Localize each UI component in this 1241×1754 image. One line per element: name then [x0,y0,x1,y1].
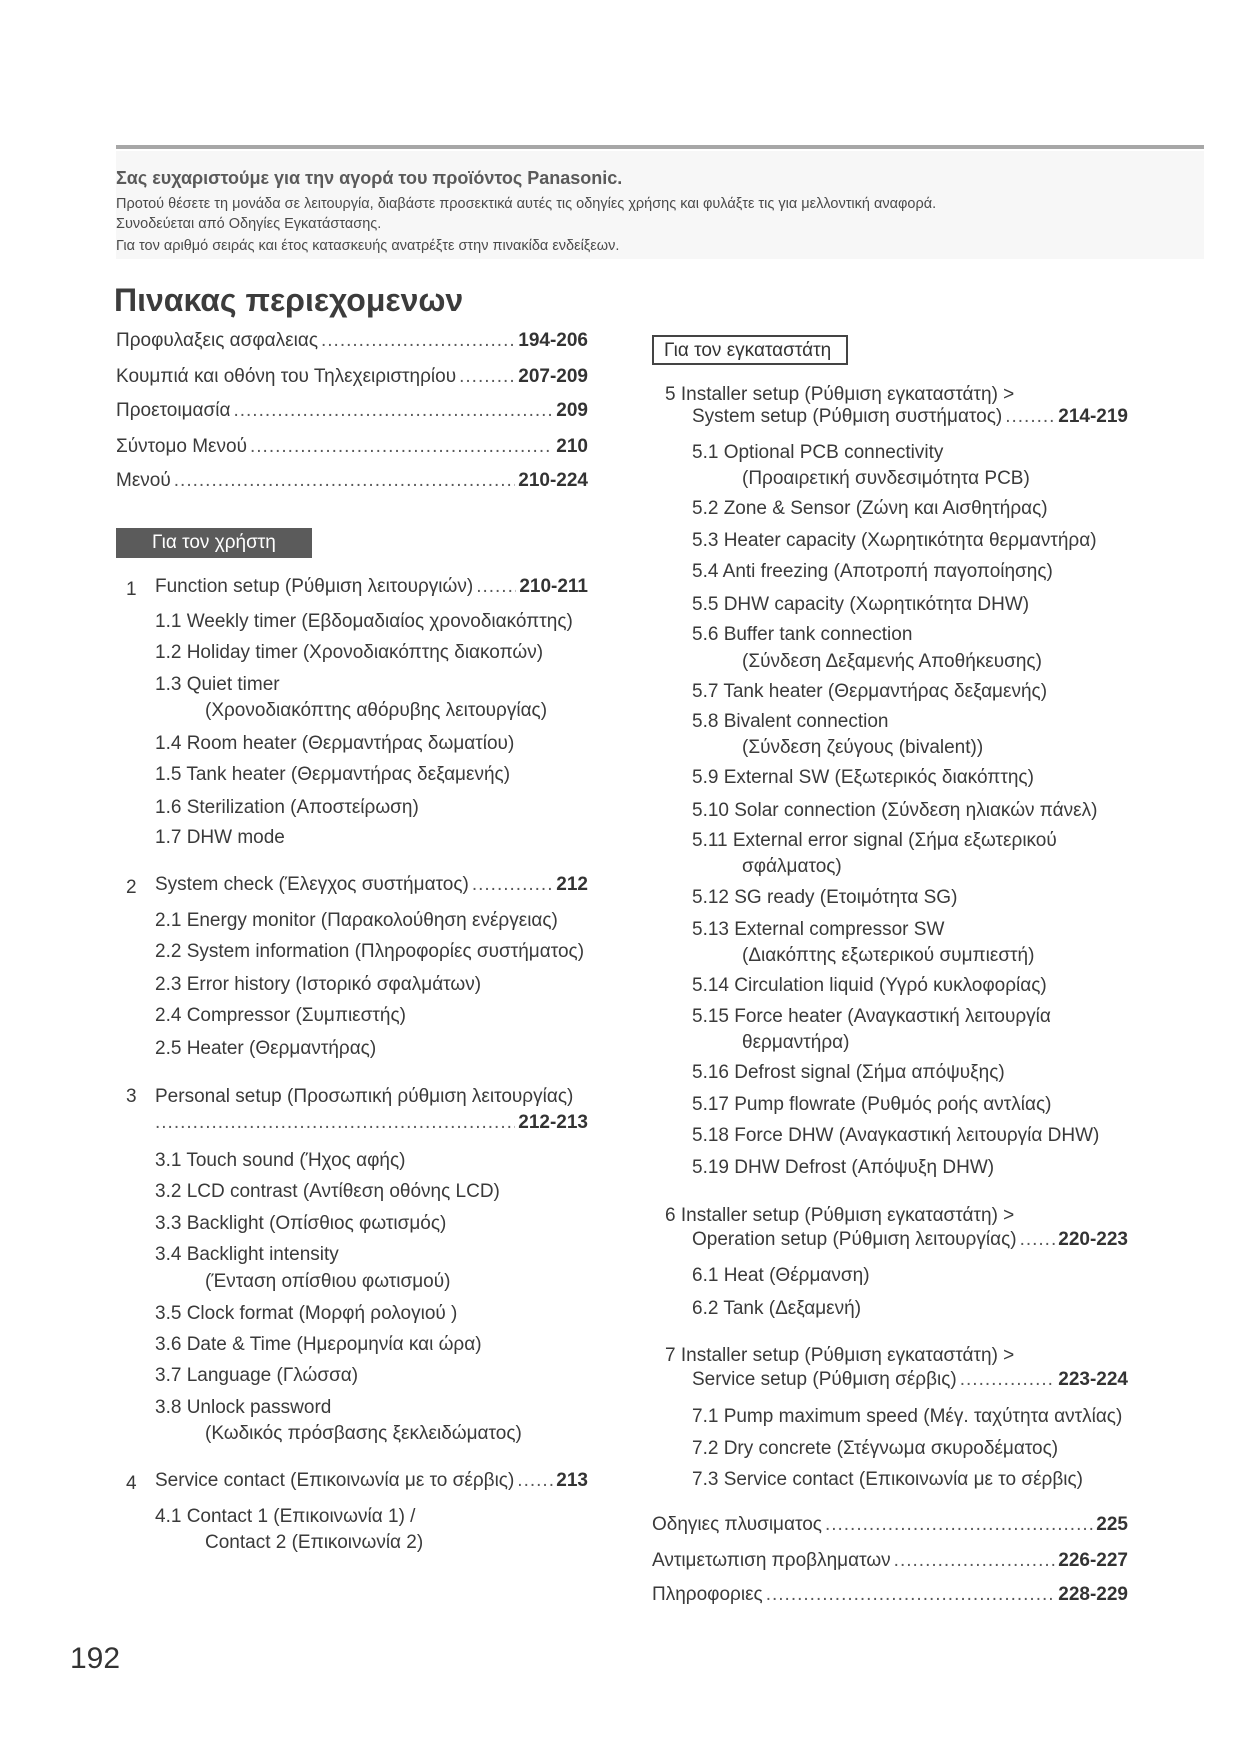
toc-subentry-cont: (Κωδικός πρόσβασης ξεκλειδώματος) [205,1423,522,1444]
installer-section-header: Για τον εγκαταστάτη [652,335,848,365]
toc-subentry-cont: Contact 2 (Επικοινωνία 2) [205,1532,424,1553]
intro-line-2: Συνοδεύεται από Οδηγίες Εγκατάστασης. [116,216,382,232]
toc-subentry-cont: θερμαντήρα) [742,1032,850,1053]
toc-subentry[interactable]: 6.1 Heat (Θέρμανση) [692,1265,870,1286]
toc-entry-page: 207-209 [518,366,588,387]
toc-subentry[interactable]: 3.8 Unlock password [155,1397,332,1418]
toc-entry-label: Προφυλαξεις ασφαλειας [116,330,318,351]
toc-entry-page: 210-224 [518,470,588,491]
toc-entry-label: Σύντομο Μενού [116,436,247,457]
toc-entry-system-setup[interactable]: System setup (Ρύθμιση συστήματος) ..... 214-219 [692,406,1128,434]
page-number: 192 [70,1642,121,1675]
toc-subentry[interactable]: 3.7 Language (Γλώσσα) [155,1365,359,1386]
toc-subentry[interactable]: 5.8 Bivalent connection [692,711,889,732]
toc-subentry[interactable]: 1.2 Holiday timer (Χρονοδιακόπτης διακοπών) [155,642,544,663]
toc-subentry[interactable]: 3.2 LCD contrast (Αντίθεση οθόνης LCD) [155,1181,500,1202]
intro-line-3: Για τον αριθμό σειράς και έτος κατασκευής ανατρέξτε στην πινακίδα ενδείξεων. [116,238,620,254]
toc-subentry[interactable]: 1.6 Sterilization (Αποστείρωση) [155,797,419,818]
toc-entry-page: 210 [556,436,588,457]
toc-subentry[interactable]: 5.18 Force DHW (Αναγκαστική λειτουργία DHW) [692,1125,1100,1146]
toc-subentry[interactable]: 6.2 Tank (Δεξαμενή) [692,1298,862,1319]
toc-subentry[interactable]: 5.16 Defrost signal (Σήμα απόψυξης) [692,1062,1005,1083]
toc-entry-information[interactable]: Πληροφοριες ..... 228-229 [652,1584,1128,1612]
toc-subentry[interactable]: 1.5 Tank heater (Θερμαντήρας δεξαμενής) [155,764,511,785]
toc-subentry-cont: (Σύνδεση ζεύγους (bivalent)) [742,737,984,758]
toc-entry-system-check[interactable]: System check (Έλεγχος συστήματος) ..... 212 [155,874,588,902]
toc-subentry[interactable]: 1.3 Quiet timer [155,674,280,695]
toc-entry-installer-setup[interactable]: 6 Installer setup (Ρύθμιση εγκαταστάτη) > [665,1205,1015,1226]
toc-subentry-cont: (Χρονοδιακόπτης αθόρυβης λειτουργίας) [205,700,548,721]
toc-entry-safety[interactable] [116,330,588,358]
toc-subentry[interactable]: 7.1 Pump maximum speed (Μέγ. ταχύτητα αντλίας) [692,1406,1123,1427]
section-number: 2 [126,877,137,898]
toc-entry-washing[interactable]: Οδηγιες πλυσιματος ..... 225 [652,1514,1128,1542]
toc-subentry[interactable]: 7.3 Service contact (Επικοινωνία με το σέρβις) [692,1469,1083,1490]
toc-entry-label: Προετοιμασία [116,400,231,421]
toc-subentry[interactable]: 2.1 Energy monitor (Παρακολούθηση ενέργειας) [155,910,558,931]
toc-subentry[interactable]: 2.2 System information (Πληροφορίες συστήματος) [155,941,585,962]
toc-entry-personal-setup[interactable]: Personal setup (Προσωπική ρύθμιση λειτουργίας) [155,1086,574,1107]
toc-entry-label: Κουμπιά και οθόνη του Τηλεχειριστηρίου [116,366,457,387]
toc-entry-page: 194-206 [518,330,588,351]
toc-entry-service-setup[interactable]: Service setup (Ρύθμιση σέρβις) ..... 223-224 [692,1369,1128,1397]
toc-subentry-cont: (Προαιρετική συνδεσιμότητα PCB) [742,468,1030,489]
toc-subentry-cont: σφάλματος) [742,856,842,877]
toc-entry-operation-setup[interactable]: Operation setup (Ρύθμιση λειτουργίας) ..... 220-223 [692,1229,1128,1257]
toc-subentry[interactable]: 5.1 Optional PCB connectivity [692,442,944,463]
toc-subentry[interactable]: 1.1 Weekly timer (Εβδομαδιαίος χρονοδιακόπτης) [155,611,573,632]
toc-subentry[interactable]: 7.2 Dry concrete (Στέγνωμα σκυροδέματος) [692,1438,1059,1459]
toc-subentry[interactable]: 5.7 Tank heater (Θερμαντήρας δεξαμενής) [692,681,1048,702]
toc-subentry[interactable]: 5.14 Circulation liquid (Υγρό κυκλοφορίας) [692,975,1047,996]
top-divider [116,145,1204,149]
toc-subentry-cont: (Ένταση οπίσθιου φωτισμού) [205,1271,451,1292]
section-number: 3 [126,1086,137,1107]
toc-subentry[interactable]: 3.3 Backlight (Οπίσθιος φωτισμός) [155,1213,447,1234]
toc-entry-troubleshooting[interactable]: Αντιμετωπιση προβληματων ..... 226-227 [652,1550,1128,1578]
toc-subentry[interactable]: 4.1 Contact 1 (Επικοινωνία 1) / [155,1506,416,1527]
toc-title: Πινακας περιεχομενων [114,282,464,318]
toc-subentry[interactable]: 5.11 External error signal (Σήμα εξωτερικού [692,830,1057,851]
toc-subentry[interactable]: 5.19 DHW Defrost (Απόψυξη DHW) [692,1157,995,1178]
toc-subentry[interactable]: 2.5 Heater (Θερμαντήρας) [155,1038,377,1059]
toc-subentry-cont: (Διακόπτης εξωτερικού συμπιεστή) [742,945,1035,966]
toc-subentry[interactable]: 5.17 Pump flowrate (Ρυθμός ροής αντλίας) [692,1094,1052,1115]
toc-entry-quick-menu[interactable] [116,436,588,464]
toc-entry-menu[interactable] [116,470,588,498]
toc-subentry[interactable]: 5.10 Solar connection (Σύνδεση ηλιακών πάνελ) [692,800,1098,821]
toc-entry-service-contact[interactable]: Service contact (Επικοινωνία με το σέρβις) ..... 213 [155,1470,588,1498]
toc-subentry[interactable]: 3.1 Touch sound (Ήχος αφής) [155,1150,406,1171]
toc-subentry[interactable]: 5.15 Force heater (Αναγκαστική λειτουργία [692,1006,1051,1027]
toc-subentry[interactable]: 5.12 SG ready (Ετοιμότητα SG) [692,887,958,908]
toc-entry-remote[interactable] [116,366,588,394]
toc-entry-label: Μενού [116,470,171,491]
toc-subentry[interactable]: 5.9 External SW (Εξωτερικός διακόπτης) [692,767,1034,788]
toc-entry-function-setup[interactable]: Function setup (Ρύθμιση λειτουργιών) ..... 210-211 [155,576,588,604]
thanks-heading: Σας ευχαριστούμε για την αγορά του προϊόντος Panasonic. [116,168,623,188]
toc-entry-page: 209 [556,400,588,421]
toc-subentry[interactable]: 5.6 Buffer tank connection [692,624,913,645]
toc-subentry[interactable]: 1.4 Room heater (Θερμαντήρας δωματίου) [155,733,515,754]
section-number: 4 [126,1473,137,1494]
toc-subentry[interactable]: 5.4 Anti freezing (Αποτροπή παγοποίησης) [692,561,1053,582]
toc-entry-preparation[interactable] [116,400,588,428]
toc-subentry[interactable]: 5.3 Heater capacity (Χωρητικότητα θερμαντήρα) [692,530,1097,551]
toc-subentry[interactable]: 2.3 Error history (Ιστορικό σφαλμάτων) [155,974,482,995]
toc-subentry[interactable]: 1.7 DHW mode [155,827,285,848]
toc-entry-installer-setup[interactable]: 7 Installer setup (Ρύθμιση εγκαταστάτη) > [665,1345,1015,1366]
section-number: 1 [126,579,137,600]
toc-subentry[interactable]: 3.5 Clock format (Μορφή ρολογιού ) [155,1303,458,1324]
toc-entry-installer-setup[interactable]: 5 Installer setup (Ρύθμιση εγκαταστάτη) > [665,384,1015,405]
toc-subentry[interactable]: 5.13 External compressor SW [692,919,945,940]
intro-line-1: Προτού θέσετε τη μονάδα σε λειτουργία, διαβάστε προσεκτικά αυτές τις οδηγίες χρήσης και φυλάξτε τις για μελλοντική αναφορά. [116,196,937,212]
toc-subentry-cont: (Σύνδεση Δεξαμενής Αποθήκευσης) [742,651,1042,672]
toc-subentry[interactable]: 3.6 Date & Time (Ημερομηνία και ώρα) [155,1334,482,1355]
user-section-header: Για τον χρήστη [116,528,312,558]
toc-subentry[interactable]: 5.5 DHW capacity (Χωρητικότητα DHW) [692,594,1030,615]
toc-entry-personal-setup-page[interactable]: ..... 212-213 [155,1112,588,1140]
toc-subentry[interactable]: 2.4 Compressor (Συμπιεστής) [155,1005,406,1026]
toc-subentry[interactable]: 3.4 Backlight intensity [155,1244,339,1265]
toc-subentry[interactable]: 5.2 Zone & Sensor (Ζώνη και Αισθητήρας) [692,498,1048,519]
